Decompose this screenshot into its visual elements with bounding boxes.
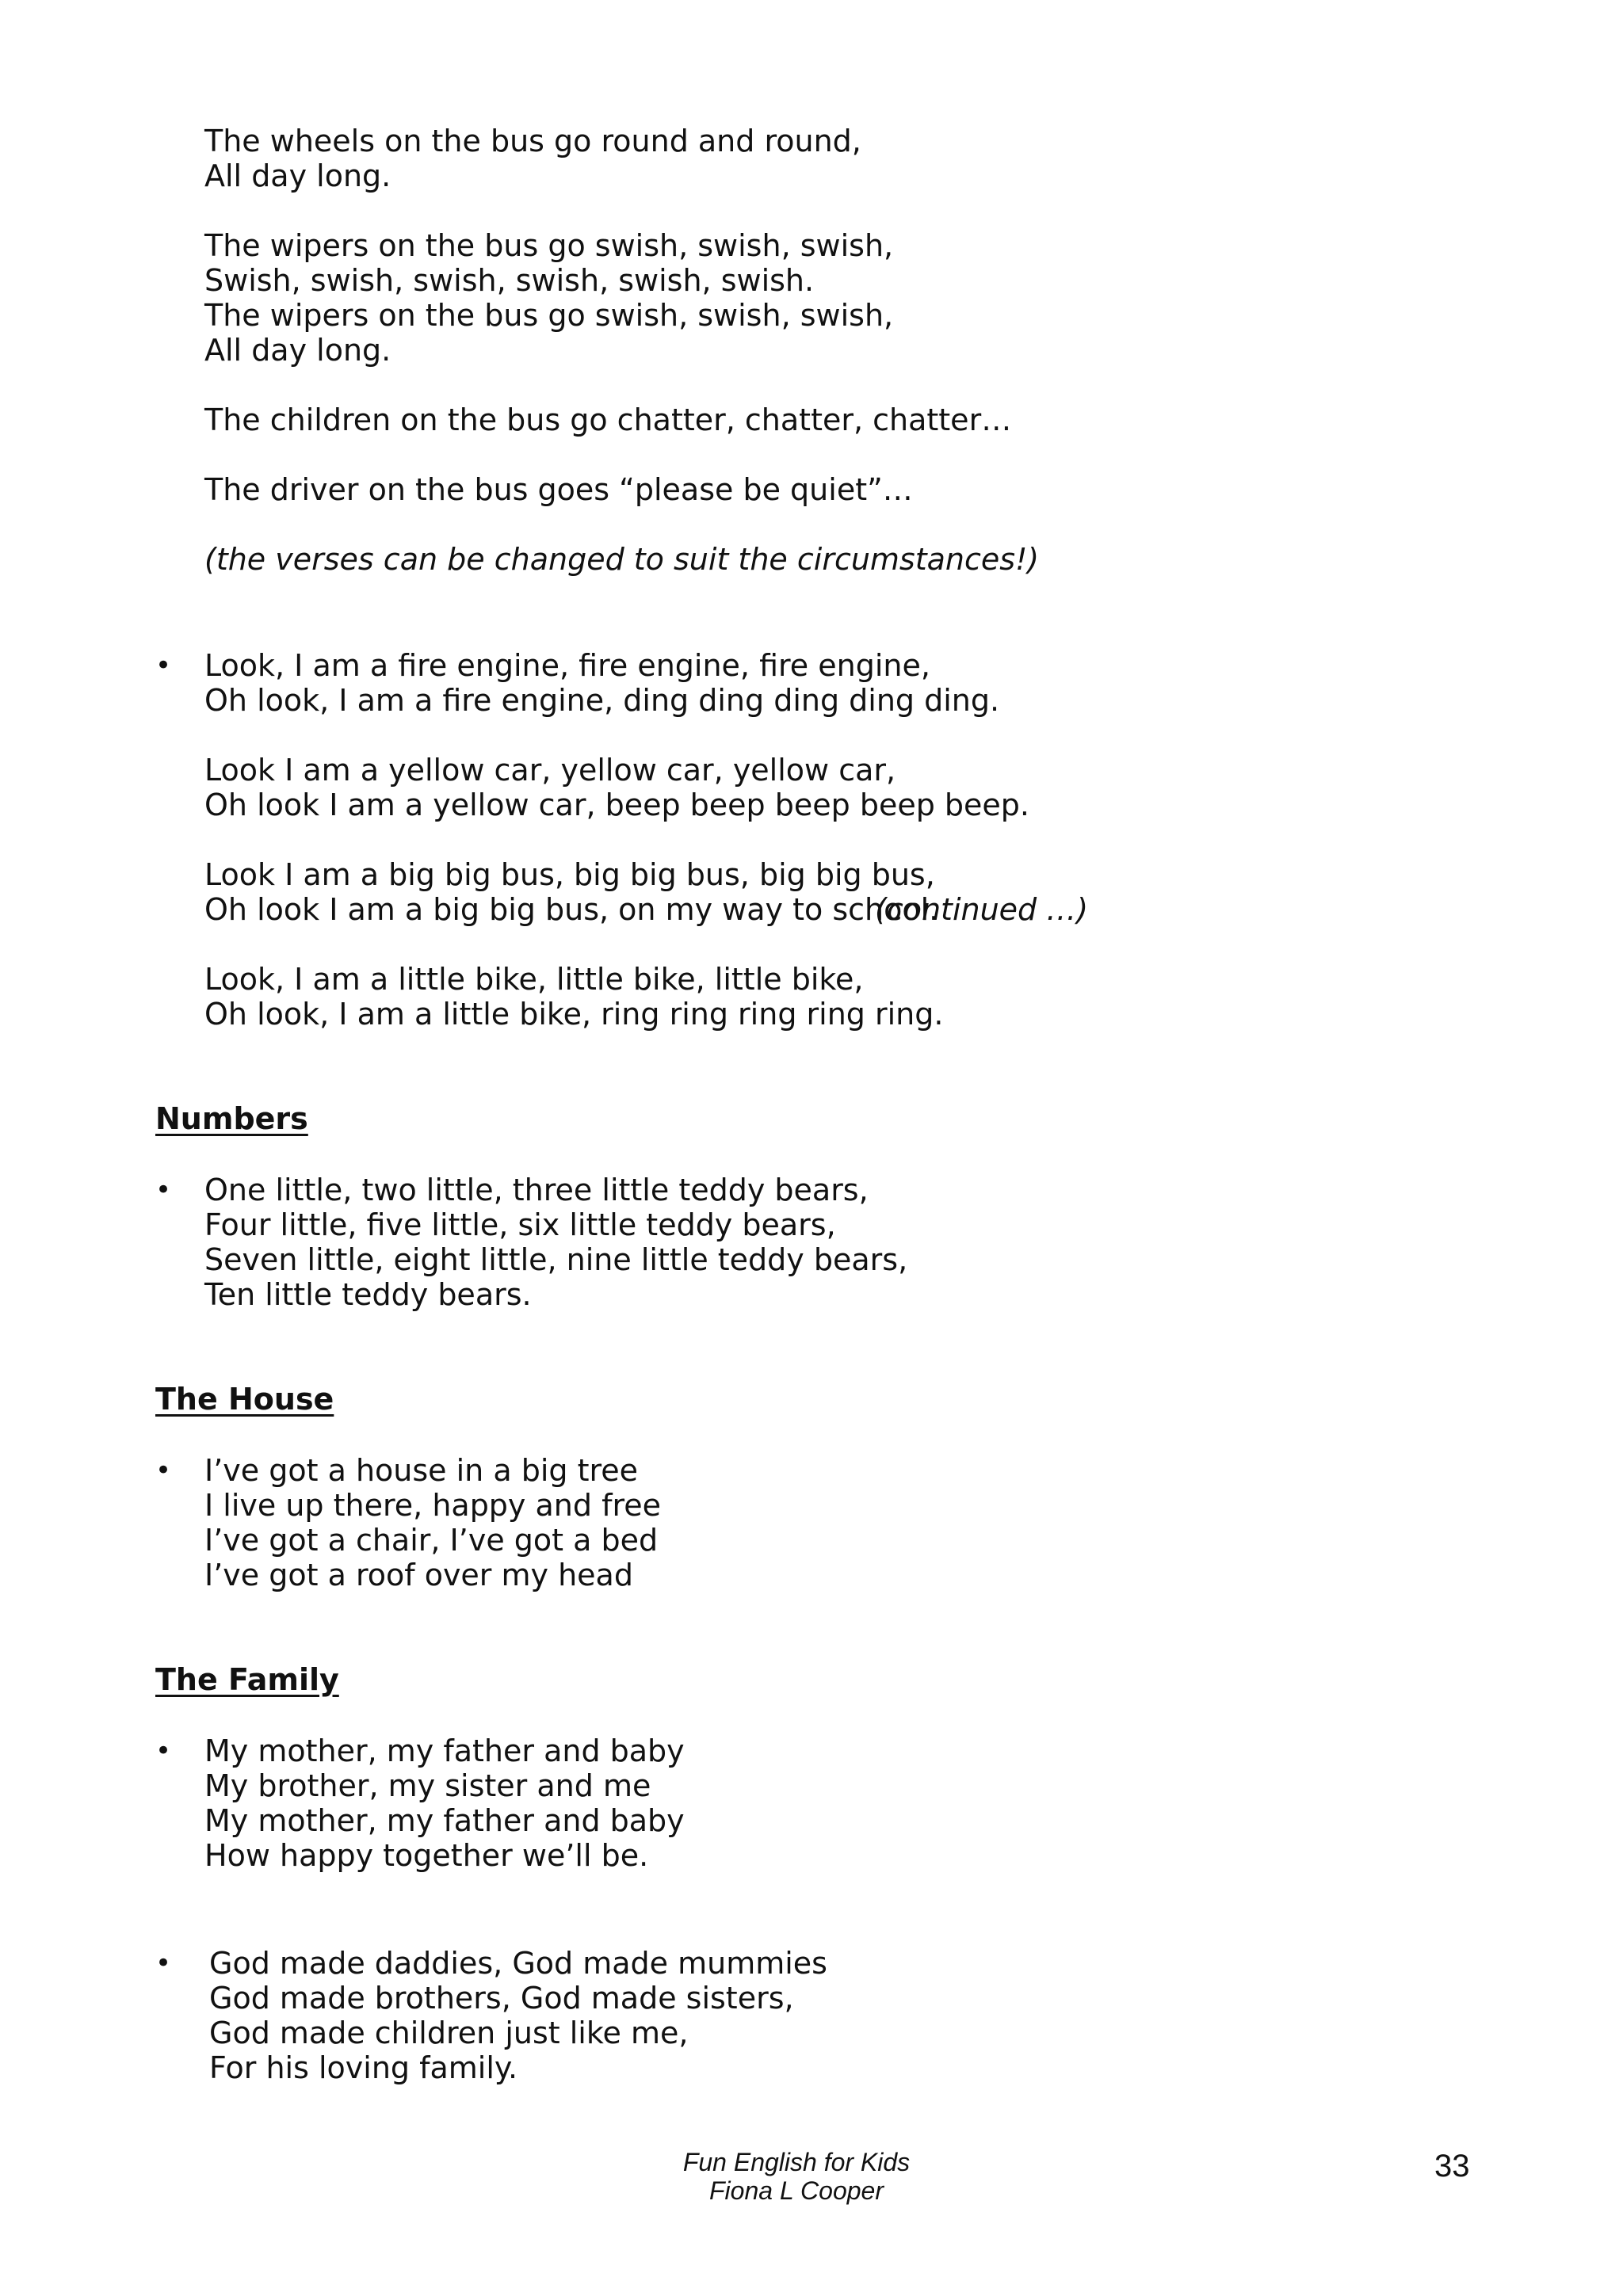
bus-verse1-line2: All day long.: [204, 158, 391, 193]
family-bullet-2: •: [155, 1947, 172, 1979]
bus-verse2-line2: Swish, swish, swish, swish, swish, swish.: [204, 263, 815, 298]
numbers-bullet: •: [155, 1174, 172, 1206]
family-line1: My mother, my father and baby: [204, 1733, 685, 1768]
numbers-line4: Ten little teddy bears.: [204, 1277, 532, 1312]
continued-note: (continued …): [875, 892, 1089, 927]
god-made-line4: For his loving family.: [209, 2050, 518, 2085]
fire-verse4-line2: Oh look, I am a little bike, ring ring ring ring ring.: [204, 997, 944, 1032]
house-line4: I’ve got a roof over my head: [204, 1558, 633, 1592]
fire-verse2-line1: Look I am a yellow car, yellow car, yellow car,: [204, 753, 896, 788]
family-bullet-1: •: [155, 1735, 172, 1767]
numbers-line2: Four little, five little, six little teddy bears,: [204, 1207, 836, 1242]
fire-verse2-line2: Oh look I am a yellow car, beep beep beep beep beep.: [204, 788, 1029, 822]
house-line2: I live up there, happy and free: [204, 1488, 661, 1523]
footer-title: Fun English for Kids: [682, 2148, 911, 2176]
god-made-line3: God made children just like me,: [209, 2016, 689, 2050]
bus-verse2-line3: The wipers on the bus go swish, swish, swish,: [204, 298, 894, 333]
family-line4: How happy together we’ll be.: [204, 1838, 649, 1873]
footer-author: Fiona L Cooper: [709, 2176, 884, 2205]
numbers-heading: Numbers: [155, 1101, 308, 1136]
fire-verse3-line1: Look I am a big big bus, big big bus, big big bus,: [204, 857, 935, 892]
house-heading: The House: [155, 1382, 334, 1417]
house-line1: I’ve got a house in a big tree: [204, 1453, 639, 1488]
god-made-line1: God made daddies, God made mummies: [209, 1946, 827, 1981]
page-number: 33: [1434, 2149, 1470, 2183]
fire-verse1-line2: Oh look, I am a fire engine, ding ding ding ding ding.: [204, 683, 1000, 718]
family-heading: The Family: [155, 1662, 339, 1697]
numbers-line3: Seven little, eight little, nine little teddy bears,: [204, 1242, 908, 1277]
fire-verse3-line2: Oh look I am a big big bus, on my way to school.: [204, 892, 939, 927]
house-bullet: •: [155, 1455, 172, 1486]
bus-note: (the verses can be changed to suit the circumstances!): [204, 542, 1040, 577]
bus-verse1-line1: The wheels on the bus go round and round,: [204, 124, 861, 158]
house-line3: I’ve got a chair, I’ve got a bed: [204, 1523, 659, 1558]
fire-verse4-line1: Look, I am a little bike, little bike, little bike,: [204, 962, 864, 997]
fire-engine-bullet: •: [155, 650, 172, 681]
bus-verse2-line1: The wipers on the bus go swish, swish, swish,: [204, 228, 894, 263]
bus-verse3: The children on the bus go chatter, chatter, chatter…: [204, 402, 1012, 437]
numbers-line1: One little, two little, three little teddy bears,: [204, 1173, 869, 1207]
bus-verse4: The driver on the bus goes “please be quiet”…: [204, 472, 913, 507]
god-made-line2: God made brothers, God made sisters,: [209, 1981, 794, 2016]
family-line2: My brother, my sister and me: [204, 1768, 651, 1803]
fire-verse1-line1: Look, I am a fire engine, fire engine, fire engine,: [204, 648, 930, 683]
family-line3: My mother, my father and baby: [204, 1803, 685, 1838]
bus-verse2-line4: All day long.: [204, 333, 391, 368]
